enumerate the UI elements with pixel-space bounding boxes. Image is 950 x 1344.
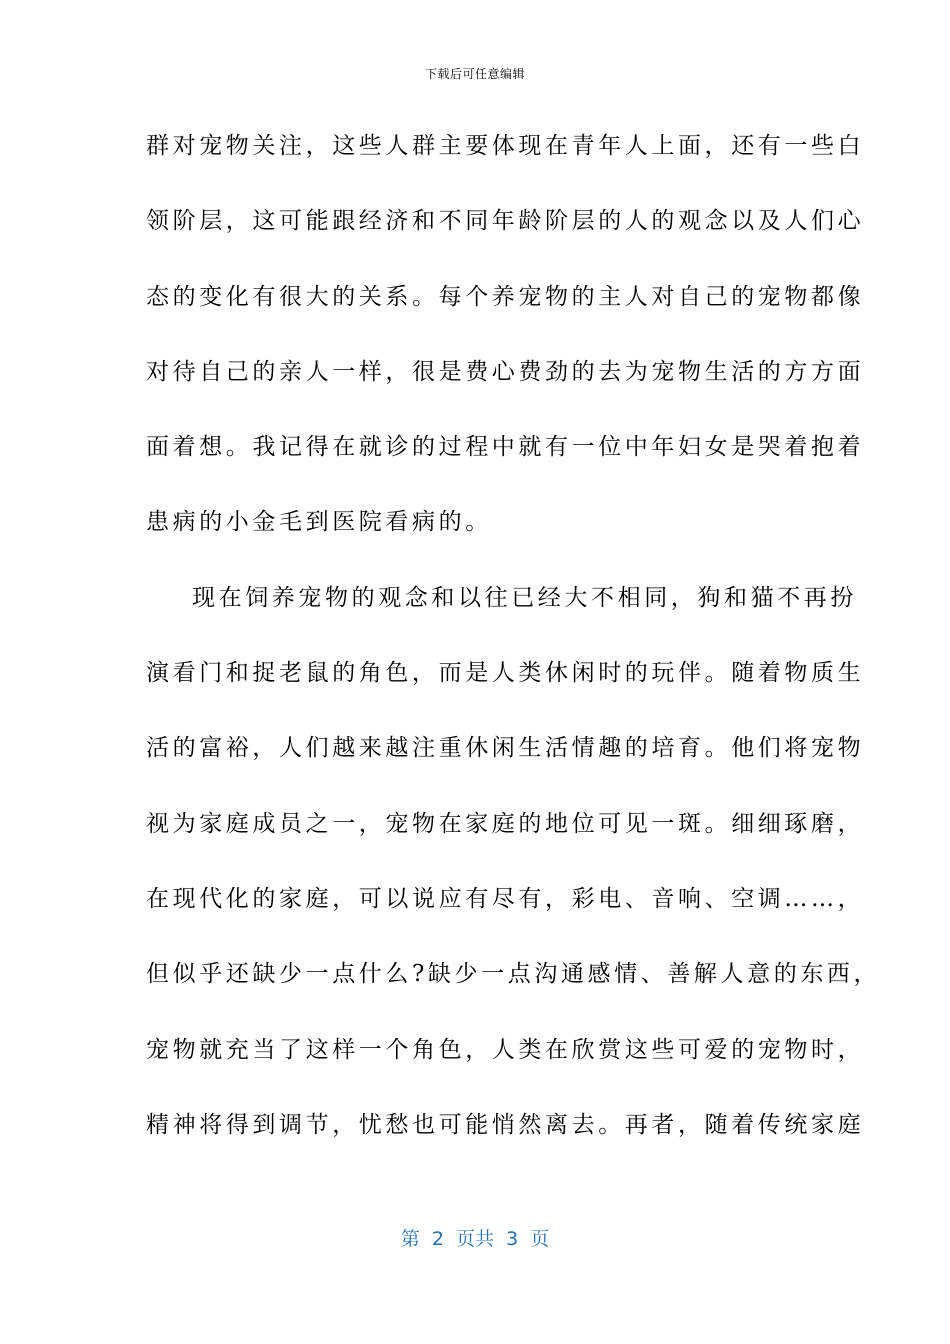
text-line: 精神将得到调节，忧愁也可能悄然离去。再者，随着传统家庭 bbox=[146, 1111, 865, 1138]
text-line: 宠物就充当了这样一个角色，人类在欣赏这些可爱的宠物时， bbox=[146, 1036, 865, 1063]
text-line: 视为家庭成员之一，宠物在家庭的地位可见一斑。细细琢磨， bbox=[146, 810, 865, 837]
page-number-footer: 第 2 页共 3 页 bbox=[400, 1228, 550, 1250]
page-header: 下载后可任意编辑 bbox=[424, 67, 525, 81]
text-line: 对待自己的亲人一样，很是费心费劲的去为宠物生活的方方面 bbox=[146, 358, 865, 385]
text-line: 面着想。我记得在就诊的过程中就有一位中年妇女是哭着抱着 bbox=[146, 434, 865, 461]
text-line: 在现代化的家庭，可以说应有尽有，彩电、音响、空调……， bbox=[146, 885, 865, 912]
text-line: 态的变化有很大的关系。每个养宠物的主人对自己的宠物都像 bbox=[146, 283, 865, 310]
text-line: 患病的小金毛到医院看病的。 bbox=[146, 509, 492, 536]
text-line: 领阶层，这可能跟经济和不同年龄阶层的人的观念以及人们心 bbox=[146, 208, 865, 235]
text-line: 但似乎还缺少一点什么?缺少一点沟通感情、善解人意的东西， bbox=[146, 961, 881, 988]
text-line: 活的富裕，人们越来越注重休闲生活情趣的培育。他们将宠物 bbox=[146, 735, 865, 762]
document-body bbox=[146, 120, 881, 1174]
text-line: 演看门和捉老鼠的角色，而是人类休闲时的玩伴。随着物质生 bbox=[146, 660, 865, 687]
text-line: 群对宠物关注，这些人群主要体现在青年人上面，还有一些白 bbox=[146, 133, 865, 159]
paragraph-start-line: 现在饲养宠物的观念和以往已经大不相同，狗和猫不再扮 bbox=[192, 584, 857, 611]
